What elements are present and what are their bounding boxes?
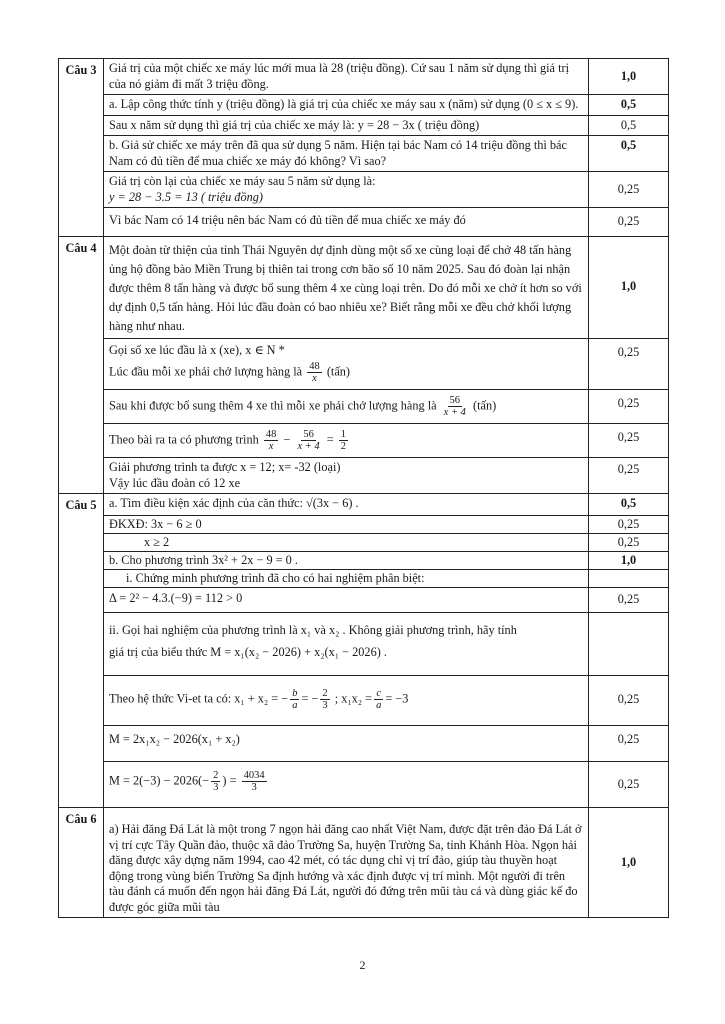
cau3-part-a: a. Lập công thức tính y (triệu đồng) là giá trị của chiếc xe máy sau x (năm) sử dụng (0 ≤ x ≤ 9).: [104, 95, 589, 116]
cau3-answer-b1: Giá trị còn lại của chiếc xe máy sau 5 năm sử dụng là: y = 28 − 3.5 = 13 ( triệu đồng): [104, 172, 589, 208]
points: 0,5: [589, 115, 669, 136]
cau5-condition: ĐKXĐ: 3x − 6 ≥ 0: [104, 516, 589, 534]
question-label-6: Câu 6: [59, 808, 104, 918]
points: 0,25: [589, 424, 669, 458]
cau5-m-step1: M = 2x₁x₂ − 2026(x₁ + x₂): [104, 725, 589, 762]
cau4-problem: Một đoàn từ thiện của tỉnh Thái Nguyên dự định dùng một số xe cùng loại để chở 48 tấn hàng ủng hộ đồng bào Miền Trung bị thiên tai trong cơn bão số 10 năm 2025. Sau đó đoàn lại nhận được thêm 8 tấn hàng và được bổ sung thêm 4 xe cùng loại trên. Do đó mỗi xe chở ít hơn so với dự định 0,5 tấn hàng. Hỏi lúc đầu đoàn có bao nhiêu xe? Biết rằng mỗi xe đều chở khối lượng hàng như nhau.: [104, 236, 589, 338]
cau5-condition-result: x ≥ 2: [104, 534, 589, 552]
answer-key-page: [58, 58, 668, 918]
points: 0,25: [589, 534, 669, 552]
points: 0,25: [589, 458, 669, 494]
cau5-part-b: b. Cho phương trình 3x² + 2x − 9 = 0 .: [104, 552, 589, 570]
fraction: $\frac{48}{x}$: [309, 361, 320, 384]
fraction: $\frac{48}{x}$: [265, 429, 277, 452]
question-label-3: Câu 3: [59, 59, 104, 95]
page-number: 2: [359, 958, 366, 972]
cau3-answer-b2: Vì bác Nam có 14 triệu nên bác Nam có đủ tiền để mua chiếc xe máy đó: [104, 208, 589, 237]
cau3-problem: Giá trị của một chiếc xe máy lúc mới mua là 28 (triệu đồng). Cứ sau 1 năm sử dụng thì giá trị của nó giảm đi mất 3 triệu đồng.: [104, 59, 589, 95]
cau3-answer-a: Sau x năm sử dụng thì giá trị của chiếc xe máy là: y = 28 − 3x ( triệu đồng): [104, 115, 589, 136]
cau4-step3: Theo bài ra ta có phương trình $\frac{48}{x}$ − $\frac{56}{x + 4}$ = $\frac{1}{2}$: [104, 424, 589, 458]
cau5-part-b-i: i. Chứng minh phương trình đã cho có hai nghiệm phân biệt:: [104, 570, 589, 588]
points: 0,25: [589, 675, 669, 725]
cau5-vieta: Theo hệ thức Vi-et ta có: x₁ + x₂ = − $\frac{b}{a}$ = − $\frac{2}{3}$ ; x₁x₂ = $\frac{c}{a}$ = −3: [104, 675, 589, 725]
points: 1,0: [589, 59, 669, 95]
points: 0,25: [589, 338, 669, 390]
cau4-step4: Giải phương trình ta được x = 12; x= -32 (loại) Vậy lúc đầu đoàn có 12 xe: [104, 458, 589, 494]
cau5-discriminant: Δ = 2² − 4.3.(−9) = 112 > 0: [104, 588, 589, 613]
points: 0,25: [589, 390, 669, 424]
fraction: $\frac{56}{x + 4}$: [297, 429, 320, 452]
points: 1,0: [589, 236, 669, 338]
cau5-m-step2: M = 2(−3) − 2026(− $\frac{2}{3}$ ) = $\frac{4034}{3}$: [104, 762, 589, 808]
points: 0,25: [589, 172, 669, 208]
cau4-step1: Gọi số xe lúc đầu là x (xe), x ∈ N * Lúc đầu mỗi xe phải chở lượng hàng là $\frac{48}{x}$ (tấn): [104, 338, 589, 390]
fraction: $\frac{56}{x + 4}$: [443, 395, 466, 418]
cau4-step2: Sau khi được bổ sung thêm 4 xe thì mỗi xe phải chở lượng hàng là $\frac{56}{x + 4}$ (tấn): [104, 390, 589, 424]
points: 1,0: [589, 808, 669, 918]
cau5-part-b-ii: ii. Gọi hai nghiệm của phương trình là x₁ và x₂ . Không giải phương trình, hãy tính giá trị của biểu thức M = x₁(x₂ − 2026) + x₂(x₁ − 2026) .: [104, 612, 589, 675]
points: [589, 570, 669, 588]
points: 0,5: [589, 95, 669, 116]
cau5-part-a: a. Tìm điều kiện xác định của căn thức: √(3x − 6) .: [104, 494, 589, 516]
question-label-4: Câu 4: [59, 236, 104, 338]
question-label-5: Câu 5: [59, 494, 104, 516]
points: 0,25: [589, 762, 669, 808]
points: 1,0: [589, 552, 669, 570]
fraction: $\frac{1}{2}$: [340, 429, 347, 452]
points: 0,25: [589, 208, 669, 237]
cau6-problem: a) Hải đăng Đá Lát là một trong 7 ngọn hải đăng cao nhất Việt Nam, được đặt trên đảo Đá Lát ở vị trí cực Tây Quần đảo, thuộc xã đảo Trường Sa, huyện Trường Sa, tỉnh Khánh Hòa. Ngọn hải đăng được xây dựng năm 1994, cao 42 mét, có tác dụng chỉ vị trí đảo, giúp tàu thuyền hoạt động trong vùng biển Trường Sa định hướng và xác định được vị trí mình. Một người đi trên tàu đánh cá muốn đến ngọn hải đăng Đá Lát, người đó đứng trên mũi tàu cá và dùng giác kế đo được góc giữa mũi tàu: [104, 808, 589, 918]
points: 0,25: [589, 516, 669, 534]
answer-table: [58, 58, 669, 918]
points: 0,25: [589, 588, 669, 613]
points: 0,25: [589, 725, 669, 762]
points: 0,5: [589, 494, 669, 516]
points: 0,5: [589, 136, 669, 172]
cau3-part-b: b. Giả sử chiếc xe máy trên đã qua sử dụng 5 năm. Hiện tại bác Nam có 14 triệu đồng thì bác Nam có đủ tiền để mua chiếc xe máy đó không? Vì sao?: [104, 136, 589, 172]
